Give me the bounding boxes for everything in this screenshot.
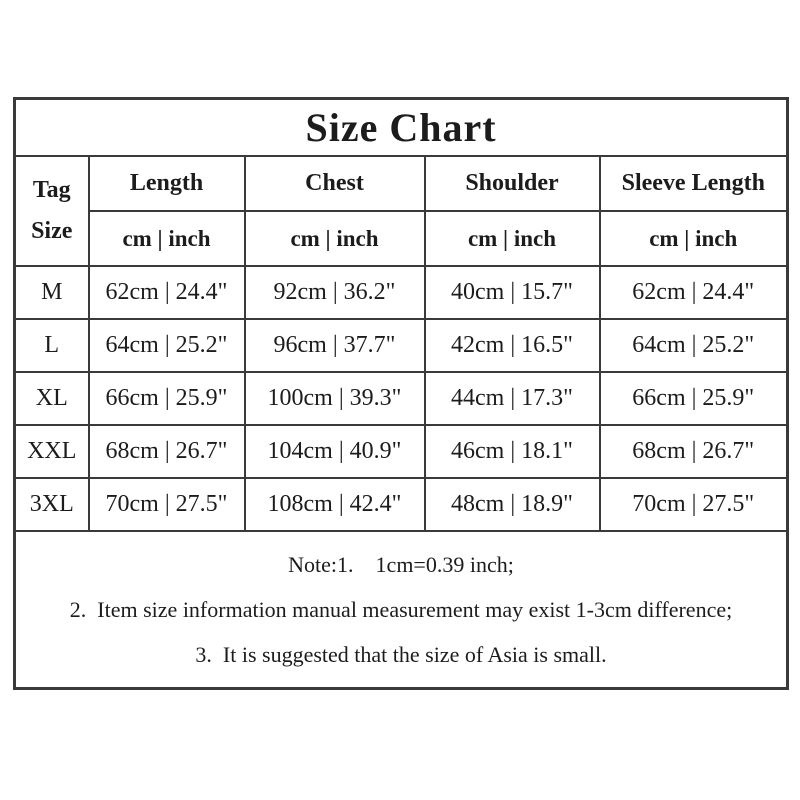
cell-shoulder: 42cm | 16.5" <box>425 319 600 372</box>
cell-tag: M <box>15 266 89 319</box>
unit-header-chest: cm | inch <box>245 211 425 266</box>
cell-chest: 92cm | 36.2" <box>245 266 425 319</box>
cell-shoulder: 48cm | 18.9" <box>425 478 600 531</box>
cell-length: 68cm | 26.7" <box>89 425 245 478</box>
tag-size-header-line1: Tag <box>32 177 71 203</box>
cell-tag: 3XL <box>15 478 89 531</box>
tag-size-header-line2: Size <box>31 218 73 244</box>
note-line-3: 3. It is suggested that the size of Asia is small. <box>195 642 607 667</box>
cell-sleeve: 70cm | 27.5" <box>600 478 788 531</box>
column-header-sleeve-length: Sleeve Length <box>600 156 788 211</box>
cell-tag: XL <box>15 372 89 425</box>
title-row <box>15 99 788 157</box>
size-row-3xl <box>15 478 788 531</box>
size-row-l <box>15 319 788 372</box>
column-header-shoulder: Shoulder <box>425 156 600 211</box>
unit-header-shoulder: cm | inch <box>425 211 600 266</box>
cell-shoulder: 40cm | 15.7" <box>425 266 600 319</box>
tag-size-header <box>15 156 89 266</box>
cell-chest: 108cm | 42.4" <box>245 478 425 531</box>
column-header-row <box>15 156 788 211</box>
size-row-xxl <box>15 425 788 478</box>
cell-sleeve: 68cm | 26.7" <box>600 425 788 478</box>
size-row-m <box>15 266 788 319</box>
size-chart-table <box>13 97 789 690</box>
cell-length: 64cm | 25.2" <box>89 319 245 372</box>
cell-length: 70cm | 27.5" <box>89 478 245 531</box>
cell-chest: 96cm | 37.7" <box>245 319 425 372</box>
cell-sleeve: 64cm | 25.2" <box>600 319 788 372</box>
unit-header-sleeve-length: cm | inch <box>600 211 788 266</box>
cell-shoulder: 46cm | 18.1" <box>425 425 600 478</box>
notes-row <box>15 531 788 689</box>
cell-length: 66cm | 25.9" <box>89 372 245 425</box>
page-title: Size Chart <box>15 99 788 157</box>
cell-chest: 100cm | 39.3" <box>245 372 425 425</box>
notes-section <box>15 531 788 689</box>
column-header-length: Length <box>89 156 245 211</box>
cell-length: 62cm | 24.4" <box>89 266 245 319</box>
note-line-1: Note:1. 1cm=0.39 inch; <box>288 552 514 577</box>
cell-tag: XXL <box>15 425 89 478</box>
size-row-xl <box>15 372 788 425</box>
note-line-2: 2. Item size information manual measurement may exist 1-3cm difference; <box>69 597 733 622</box>
cell-shoulder: 44cm | 17.3" <box>425 372 600 425</box>
unit-header-length: cm | inch <box>89 211 245 266</box>
cell-chest: 104cm | 40.9" <box>245 425 425 478</box>
cell-sleeve: 66cm | 25.9" <box>600 372 788 425</box>
cell-sleeve: 62cm | 24.4" <box>600 266 788 319</box>
cell-tag: L <box>15 319 89 372</box>
unit-header-row <box>15 211 788 266</box>
column-header-chest: Chest <box>245 156 425 211</box>
